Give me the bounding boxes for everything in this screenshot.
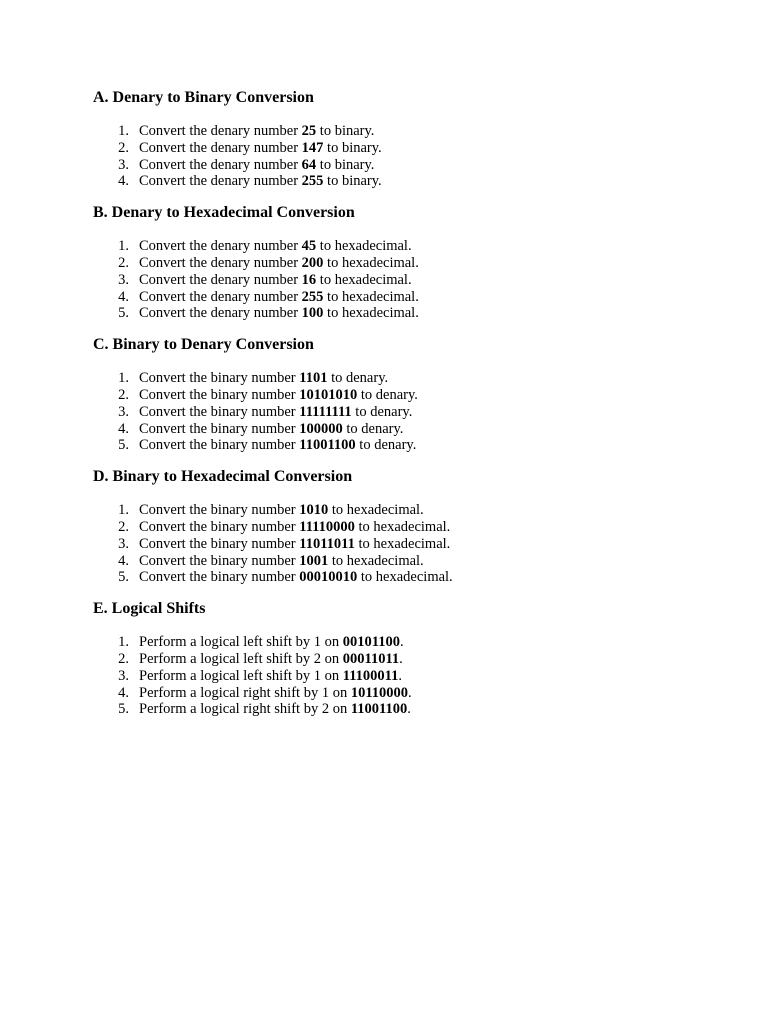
question-value: 1001: [299, 552, 329, 569]
question-number: 5.: [118, 569, 129, 586]
section-title: D. Binary to Hexadecimal Conversion: [93, 468, 353, 486]
question-text: Convert the denary number: [139, 139, 302, 156]
question-value: 45: [301, 238, 317, 255]
question-text: Convert the denary number: [139, 173, 302, 190]
question-item: [93, 123, 733, 140]
question-list: [93, 634, 733, 718]
section-logical-shifts: [93, 599, 733, 718]
question-value: 147: [301, 139, 324, 156]
section-binary-to-denary: [93, 335, 733, 454]
question-item: [93, 701, 733, 718]
question-number: 1.: [118, 634, 129, 651]
question-text: Convert the binary number: [139, 569, 300, 586]
question-list: [93, 123, 733, 190]
question-text: Convert the binary number: [139, 386, 300, 403]
question-value: 200: [301, 254, 324, 271]
question-suffix: .: [399, 650, 403, 667]
question-value: 10101010: [299, 386, 358, 403]
question-number: 3.: [118, 667, 129, 684]
question-suffix: .: [398, 667, 402, 684]
question-value: 64: [301, 156, 317, 173]
question-text: Convert the binary number: [139, 502, 300, 519]
section-binary-to-hexadecimal: [93, 467, 733, 586]
question-text: Convert the denary number: [139, 238, 302, 255]
question-text: Perform a logical right shift by 2 on: [139, 701, 351, 718]
question-item: [93, 421, 733, 438]
question-number: 2.: [118, 139, 129, 156]
question-item: [93, 404, 733, 421]
question-text: Perform a logical left shift by 1 on: [139, 634, 343, 651]
question-item: [93, 238, 733, 255]
question-item: [93, 157, 733, 174]
question-number: 5.: [118, 437, 129, 454]
question-number: 1.: [118, 238, 129, 255]
question-item: [93, 569, 733, 586]
question-number: 1.: [118, 370, 129, 387]
question-number: 3.: [118, 403, 129, 420]
question-number: 1.: [118, 123, 129, 139]
question-value: 11110000: [299, 518, 355, 535]
question-number: 2.: [118, 650, 129, 667]
question-item: [93, 651, 733, 668]
question-value: 11001100: [350, 701, 408, 718]
question-text: Convert the denary number: [139, 156, 302, 173]
question-number: 4.: [118, 684, 129, 701]
question-text: Convert the denary number: [139, 271, 302, 288]
question-text: Perform a logical left shift by 1 on: [139, 667, 343, 684]
question-value: 255: [301, 288, 324, 305]
question-item: [93, 553, 733, 570]
question-number: 2.: [118, 518, 129, 535]
question-text: Convert the binary number: [139, 552, 300, 569]
question-suffix: to hexadecimal.: [316, 238, 412, 255]
section-title: A. Denary to Binary Conversion: [93, 89, 314, 106]
question-suffix: to hexadecimal.: [354, 535, 451, 552]
question-item: [93, 634, 733, 651]
question-number: 4.: [118, 173, 129, 190]
question-value: 100000: [299, 420, 343, 437]
question-text: Convert the binary number: [139, 420, 300, 437]
section-title: B. Denary to Hexadecimal Conversion: [93, 204, 355, 222]
question-suffix: to denary.: [355, 437, 417, 454]
question-value: 00010010: [299, 569, 358, 586]
section-title: C. Binary to Denary Conversion: [93, 336, 314, 354]
question-number: 5.: [118, 305, 129, 322]
question-item: [93, 255, 733, 272]
question-item: [93, 305, 733, 322]
question-item: [93, 140, 733, 157]
question-value: 00011011: [342, 650, 400, 667]
question-item: [93, 370, 733, 387]
question-suffix: to hexadecimal.: [323, 254, 419, 271]
question-suffix: to hexadecimal.: [357, 569, 453, 586]
question-suffix: to binary.: [323, 173, 382, 190]
question-value: 11011011: [299, 535, 355, 552]
question-number: 4.: [118, 288, 129, 305]
question-suffix: to binary.: [323, 139, 382, 156]
section-title: E. Logical Shifts: [93, 600, 206, 618]
question-text: Perform a logical left shift by 2 on: [139, 650, 343, 667]
section-denary-to-binary: [93, 88, 733, 190]
question-text: Perform a logical right shift by 1 on: [139, 684, 351, 701]
section-denary-to-hexadecimal: [93, 203, 733, 322]
question-suffix: to hexadecimal.: [323, 288, 419, 305]
question-suffix: to hexadecimal.: [328, 552, 424, 569]
question-suffix: to denary.: [327, 370, 389, 387]
question-suffix: to denary.: [357, 386, 418, 403]
question-suffix: .: [408, 684, 412, 701]
question-value: 25: [301, 123, 317, 139]
question-number: 2.: [118, 254, 129, 271]
question-text: Convert the binary number: [139, 370, 300, 387]
question-value: 11001100: [299, 437, 356, 454]
question-number: 3.: [118, 271, 129, 288]
question-item: [93, 272, 733, 289]
question-text: Convert the binary number: [139, 535, 300, 552]
question-item: [93, 668, 733, 685]
question-number: 2.: [118, 386, 129, 403]
question-number: 4.: [118, 552, 129, 569]
question-list: [93, 502, 733, 586]
question-item: [93, 519, 733, 536]
worksheet-page: [93, 88, 733, 731]
question-text: Convert the denary number: [139, 305, 302, 322]
question-value: 11111111: [299, 403, 352, 420]
question-item: [93, 536, 733, 553]
question-list: [93, 238, 733, 322]
question-text: Convert the denary number: [139, 254, 302, 271]
question-number: 3.: [118, 535, 129, 552]
question-suffix: .: [399, 634, 404, 651]
question-suffix: to denary.: [351, 403, 413, 420]
question-value: 00101100: [342, 634, 400, 651]
question-item: [93, 173, 733, 190]
question-suffix: to hexadecimal.: [328, 502, 424, 519]
question-text: Convert the denary number: [139, 123, 302, 139]
question-suffix: to hexadecimal.: [323, 305, 419, 322]
question-value: 100: [301, 305, 324, 322]
question-value: 1010: [299, 502, 329, 519]
question-item: [93, 437, 733, 454]
question-text: Convert the binary number: [139, 518, 300, 535]
question-text: Convert the binary number: [139, 403, 300, 420]
question-item: [93, 502, 733, 519]
question-text: Convert the binary number: [139, 437, 300, 454]
question-text: Convert the denary number: [139, 288, 302, 305]
question-item: [93, 387, 733, 404]
question-suffix: .: [407, 701, 411, 718]
question-number: 3.: [118, 156, 129, 173]
question-item: [93, 289, 733, 306]
question-suffix: to hexadecimal.: [316, 271, 412, 288]
question-suffix: to binary.: [316, 123, 375, 139]
question-value: 10110000: [350, 684, 409, 701]
question-number: 1.: [118, 502, 129, 519]
question-value: 1101: [299, 370, 328, 387]
question-suffix: to binary.: [316, 156, 375, 173]
question-suffix: to denary.: [342, 420, 404, 437]
question-suffix: to hexadecimal.: [354, 518, 451, 535]
question-list: [93, 370, 733, 454]
question-value: 11100011: [342, 667, 399, 684]
question-value: 16: [301, 271, 317, 288]
question-number: 5.: [118, 701, 129, 718]
question-number: 4.: [118, 420, 129, 437]
question-value: 255: [301, 173, 324, 190]
question-item: [93, 685, 733, 702]
